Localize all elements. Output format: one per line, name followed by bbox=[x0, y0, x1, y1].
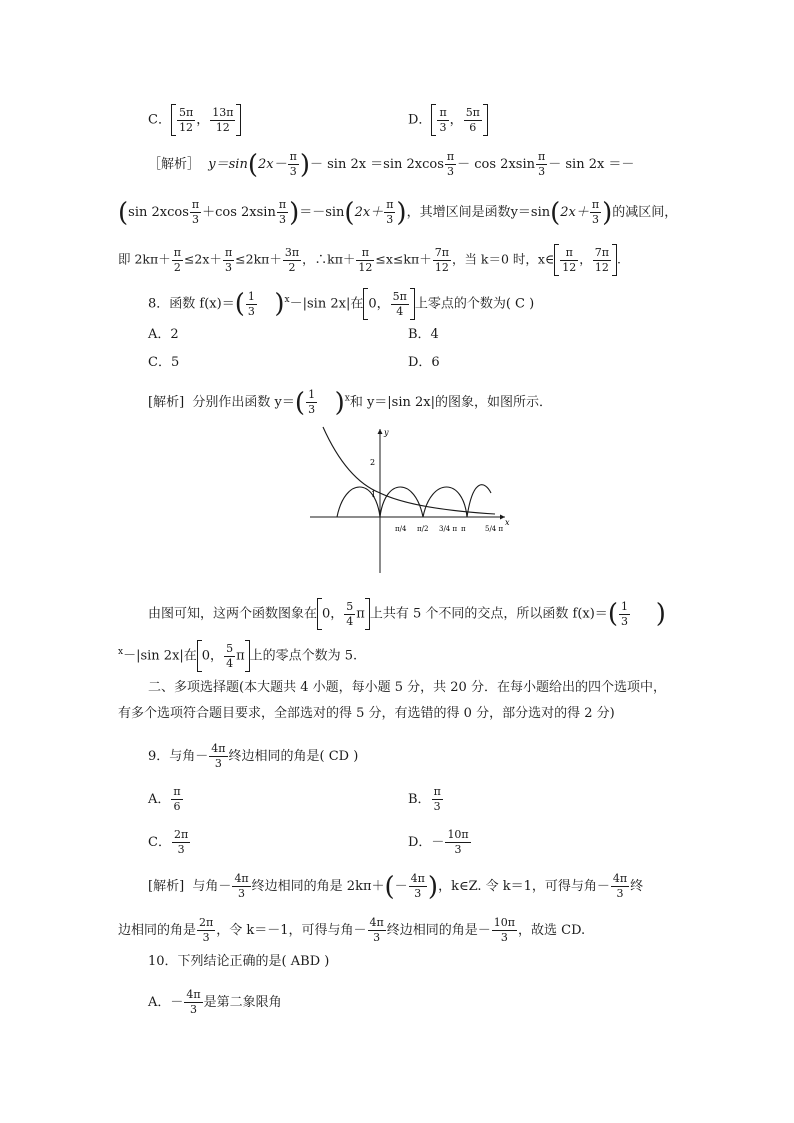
text: ，故选 CD. bbox=[518, 923, 586, 938]
y-axis-label: y bbox=[384, 428, 389, 437]
fraction bbox=[190, 198, 201, 227]
numerator: 2π bbox=[199, 916, 214, 929]
q7-analysis-line-2 bbox=[118, 198, 677, 227]
fraction bbox=[611, 872, 629, 901]
denominator: 3 bbox=[592, 213, 599, 226]
numerator: 4π bbox=[369, 916, 384, 929]
option-label: D． bbox=[408, 112, 432, 128]
denominator: 3 bbox=[454, 843, 462, 856]
text: 终边相同的角是－ bbox=[386, 923, 491, 938]
numerator: 4π bbox=[612, 872, 628, 885]
text: ，令 k＝－1，可得与角－ bbox=[216, 923, 367, 938]
text: 上共有 5 个不同的交点，所以函数 f(x)＝ bbox=[369, 606, 608, 622]
text: 0， bbox=[368, 296, 390, 312]
y-tick-1: 1 bbox=[371, 490, 377, 499]
fraction bbox=[283, 246, 301, 275]
q8-option-d: D．6 bbox=[408, 355, 440, 370]
text: 即 2kπ＋ bbox=[118, 251, 171, 267]
denominator: 3 bbox=[538, 165, 546, 178]
paren: ( bbox=[607, 599, 618, 629]
paren: ( bbox=[118, 197, 129, 228]
text: 9．与角－ bbox=[148, 749, 209, 764]
text: ≤2x＋ bbox=[183, 251, 222, 267]
fraction bbox=[368, 916, 386, 945]
x-tick-label: π/4 bbox=[395, 525, 407, 533]
numerator: π bbox=[289, 150, 297, 163]
numerator: 13π bbox=[212, 105, 234, 119]
fraction bbox=[464, 106, 482, 135]
paren: ( bbox=[234, 289, 245, 319]
text: 由图可知，这两个函数图象在 bbox=[148, 606, 318, 622]
denominator: 12 bbox=[562, 260, 577, 274]
denominator: 3 bbox=[414, 887, 422, 900]
q7-analysis-line-3: 即 2kπ＋ $\frac{\pi}{2}$ ≤2x＋ $\frac{\pi}{3}$ ≤2kπ＋ $\frac{3\pi}{2}$ ，∴kπ＋ $\frac{\pi}{12}$ ≤x≤kπ＋ $\frac{7\pi}{12}$ ，当 k＝0 时，x∈ $\frac{\pi}{12}$ ， $\frac{7\pi}{12}$ . bbox=[118, 244, 621, 276]
analysis-tag: [解析] bbox=[148, 395, 185, 410]
q9-stem bbox=[148, 742, 358, 771]
paren: ) bbox=[655, 599, 666, 629]
fraction bbox=[437, 106, 448, 135]
text: 是第二象限角 bbox=[203, 995, 282, 1010]
denominator: 4 bbox=[396, 304, 404, 318]
q7-option-c: C． $\frac{5\pi}{12}$ ， $\frac{13\pi}{12}$ bbox=[148, 104, 241, 136]
left-bracket bbox=[554, 244, 559, 276]
text: ，其增区间是函数y＝sin bbox=[406, 205, 551, 220]
option-label: A． bbox=[148, 792, 171, 807]
pi-symbol: π bbox=[399, 289, 407, 303]
fraction bbox=[593, 246, 611, 275]
denominator: 2 bbox=[288, 260, 296, 274]
text: 0， bbox=[322, 606, 344, 622]
denominator: 3 bbox=[177, 843, 185, 856]
numerator: π bbox=[446, 150, 455, 163]
numerator: 10π bbox=[493, 916, 516, 929]
text: － sin 2x ＝－ bbox=[548, 157, 635, 172]
x-axis-label: x bbox=[505, 518, 510, 527]
paren: ) bbox=[602, 197, 613, 228]
q10-stem: 10．下列结论正确的是( ABD ) bbox=[148, 954, 330, 969]
denominator: 3 bbox=[308, 403, 316, 416]
numerator: 5 bbox=[392, 289, 400, 303]
x-tick-label: π bbox=[461, 525, 466, 533]
q9-analysis-line-2 bbox=[118, 916, 585, 945]
text: ＋cos 2xsin bbox=[202, 205, 276, 220]
q9-analysis-line-1: [解析] 与角－ $\frac{4\pi}{3}$ 终边相同的角是 2kπ＋(－ $\frac{4\pi}{3}$ )，k∈Z. 令 k＝1，可得与角－ $\frac{4\pi}{3}$ 终 bbox=[148, 871, 644, 902]
fraction bbox=[445, 150, 456, 179]
paren: ( bbox=[550, 197, 561, 228]
exponent: x bbox=[118, 647, 124, 658]
denominator: 3 bbox=[386, 213, 394, 226]
text: 0， bbox=[201, 648, 224, 664]
fraction bbox=[433, 246, 451, 275]
fraction bbox=[172, 828, 190, 857]
section-2-heading-line-1: 二、多项选择题(本大题共 4 小题，每小题 5 分，共 20 分．在每小题给出的四个选项中， bbox=[148, 680, 666, 695]
numerator: π bbox=[173, 785, 181, 798]
text: 2x－ bbox=[257, 157, 287, 172]
paren: ( bbox=[294, 387, 306, 418]
fraction bbox=[223, 246, 234, 275]
numerator: 5π bbox=[178, 105, 194, 119]
text: ，k∈Z. 令 k＝1，可得与角－ bbox=[438, 879, 610, 894]
text: 8．函数 f(x)＝ bbox=[148, 296, 235, 312]
q9-option-a bbox=[148, 785, 184, 814]
numerator: 4π bbox=[234, 872, 249, 885]
numerator: π bbox=[173, 245, 181, 259]
denominator: 12 bbox=[434, 260, 449, 274]
exponential-curve bbox=[323, 427, 495, 514]
q7-option-d: D． $\frac{\pi}{3}$ ， $\frac{5\pi}{6}$ bbox=[408, 104, 488, 136]
denominator: 3 bbox=[225, 260, 233, 274]
option-label: C． bbox=[148, 112, 171, 128]
numerator: 7π bbox=[434, 245, 449, 259]
option-label: B． bbox=[408, 792, 431, 807]
exponent: x bbox=[284, 295, 290, 306]
fraction bbox=[391, 290, 409, 319]
numerator: π bbox=[386, 198, 394, 211]
denominator: 4 bbox=[346, 614, 354, 628]
right-bracket bbox=[612, 244, 617, 276]
q9-option-c bbox=[148, 828, 191, 857]
x-ticks bbox=[395, 525, 503, 533]
fraction bbox=[409, 872, 427, 901]
x-tick-label: 5/4 π bbox=[485, 525, 504, 533]
numerator: π bbox=[278, 198, 287, 211]
paren: ( bbox=[247, 149, 258, 180]
text: ＝－sin bbox=[299, 205, 345, 220]
text: 分别作出函数 y＝ bbox=[192, 395, 295, 410]
denominator: 3 bbox=[616, 887, 624, 900]
q8-option-c: C．5 bbox=[148, 355, 180, 370]
fraction bbox=[246, 290, 257, 319]
denominator: 6 bbox=[173, 800, 181, 813]
y-axis-arrow bbox=[378, 429, 383, 434]
numerator: 7π bbox=[594, 245, 609, 259]
paren: ) bbox=[289, 197, 300, 228]
fraction bbox=[277, 198, 288, 227]
text: 的减区间， bbox=[612, 205, 678, 220]
q7-analysis-line-1 bbox=[148, 150, 634, 179]
q8-conclusion-1 bbox=[148, 598, 666, 630]
fraction bbox=[177, 106, 195, 135]
fraction bbox=[536, 150, 547, 179]
paren: ) bbox=[427, 871, 439, 902]
denominator: 12 bbox=[358, 260, 373, 274]
analysis-tag: ［解析］ bbox=[148, 157, 201, 172]
denominator: 3 bbox=[373, 931, 381, 944]
text: 2x＋ bbox=[354, 205, 384, 220]
text: ≤2kπ＋ bbox=[235, 251, 282, 267]
text: ，当 k＝0 时，x∈ bbox=[451, 251, 555, 267]
exponent: x bbox=[344, 393, 350, 404]
denominator: 3 bbox=[202, 931, 210, 944]
numerator: 1 bbox=[620, 599, 628, 613]
pi-symbol: π bbox=[236, 648, 245, 664]
numerator: 4π bbox=[211, 742, 226, 755]
numerator: π bbox=[538, 150, 546, 163]
analysis-tag: [解析] bbox=[148, 879, 185, 894]
fraction bbox=[224, 642, 235, 671]
fraction bbox=[619, 600, 630, 629]
denominator: 3 bbox=[247, 304, 255, 318]
numerator: 1 bbox=[308, 388, 316, 401]
text: 终 bbox=[630, 879, 644, 894]
denominator: 3 bbox=[289, 165, 297, 178]
numerator: 4π bbox=[410, 872, 425, 885]
denominator: 3 bbox=[238, 887, 246, 900]
paren: ( bbox=[344, 197, 355, 228]
fraction bbox=[209, 742, 227, 771]
left-bracket bbox=[171, 104, 176, 136]
text: ， bbox=[579, 251, 592, 267]
denominator: 3 bbox=[620, 614, 628, 628]
text: ≤x≤kπ＋ bbox=[375, 251, 432, 267]
fraction bbox=[384, 198, 395, 227]
numerator: π bbox=[439, 105, 447, 119]
denominator: 3 bbox=[500, 931, 508, 944]
paren: ( bbox=[384, 871, 395, 902]
text: y＝sin bbox=[208, 157, 248, 172]
denominator: 3 bbox=[190, 1003, 197, 1016]
q8-conclusion-2 bbox=[118, 640, 357, 672]
numerator: 5π bbox=[465, 105, 480, 119]
function-graph bbox=[305, 425, 525, 575]
fraction bbox=[210, 106, 235, 135]
text: 上的零点个数为 5. bbox=[249, 648, 358, 664]
text: 终边相同的角是 2kπ＋ bbox=[251, 879, 385, 894]
text: 与角－ bbox=[192, 879, 232, 894]
numerator: 5 bbox=[226, 641, 234, 655]
numerator: 10π bbox=[447, 828, 469, 841]
fraction bbox=[432, 785, 443, 814]
denominator: 3 bbox=[214, 757, 222, 770]
fraction bbox=[171, 785, 182, 814]
numerator: π bbox=[591, 198, 600, 211]
q8-analysis bbox=[148, 388, 552, 417]
option-label: D．－ bbox=[408, 835, 445, 850]
section-2-heading-line-2: 有多个选项符合题目要求，全部选对的得 5 分，有选错的得 0 分，部分选对的得 2 分) bbox=[118, 706, 615, 721]
numerator: π bbox=[433, 785, 441, 798]
fraction bbox=[306, 388, 317, 417]
paren: ) bbox=[396, 197, 407, 228]
numerator: 2π bbox=[173, 828, 189, 841]
denominator: 6 bbox=[469, 120, 477, 134]
fraction bbox=[560, 246, 578, 275]
y-tick-2: 2 bbox=[370, 458, 376, 467]
q9-option-d bbox=[408, 828, 472, 857]
fraction bbox=[445, 828, 470, 857]
paren: ) bbox=[274, 289, 285, 319]
numerator: π bbox=[224, 245, 233, 259]
text: － sin 2x ＝sin 2xcos bbox=[309, 157, 444, 172]
x-tick-label: 3/4 π bbox=[439, 525, 458, 533]
denominator: 3 bbox=[191, 213, 199, 226]
fraction bbox=[197, 916, 215, 945]
denominator: 12 bbox=[594, 260, 609, 274]
right-bracket bbox=[483, 104, 488, 136]
denominator: 3 bbox=[433, 800, 441, 813]
left-bracket bbox=[431, 104, 436, 136]
option-label: C． bbox=[148, 835, 171, 850]
q8-option-a: A．2 bbox=[148, 327, 179, 342]
fraction bbox=[172, 246, 183, 275]
numerator: 1 bbox=[247, 289, 255, 303]
paren: ) bbox=[299, 149, 310, 180]
text: 终边相同的角是( CD ) bbox=[228, 749, 359, 764]
numerator: π bbox=[356, 246, 374, 261]
text: 上零点的个数为( C ) bbox=[414, 296, 535, 312]
text: 和 y＝|sin 2x|的图象，如图所示． bbox=[349, 395, 553, 410]
fraction bbox=[356, 246, 374, 275]
numerator: π bbox=[191, 198, 200, 211]
right-bracket bbox=[236, 104, 241, 136]
denominator: 3 bbox=[439, 120, 447, 134]
text: －|sin 2x|在 bbox=[123, 648, 197, 664]
numerator: 3π bbox=[284, 245, 300, 259]
fraction bbox=[184, 988, 202, 1017]
fraction bbox=[492, 916, 517, 945]
pi-symbol: π bbox=[356, 606, 365, 622]
fraction bbox=[232, 872, 250, 901]
denominator: 12 bbox=[179, 120, 194, 134]
fraction bbox=[288, 150, 299, 179]
text: ，∴kπ＋ bbox=[302, 251, 356, 267]
text: －|sin 2x|在 bbox=[289, 296, 364, 312]
paren: ) bbox=[334, 387, 345, 418]
text: 2x＋ bbox=[560, 205, 589, 220]
numerator: 4π bbox=[186, 988, 201, 1001]
text: － cos 2xsin bbox=[457, 157, 535, 172]
denominator: 3 bbox=[447, 165, 455, 178]
fraction bbox=[344, 600, 355, 629]
q9-option-b bbox=[408, 785, 444, 814]
denominator: 4 bbox=[226, 656, 234, 670]
denominator: 12 bbox=[215, 120, 230, 134]
q10-option-a bbox=[148, 988, 282, 1017]
numerator: π bbox=[560, 246, 578, 261]
q8-stem bbox=[148, 288, 534, 320]
text: 边相同的角是 bbox=[118, 923, 197, 938]
text: sin 2xcos bbox=[128, 205, 189, 220]
option-label: A．－ bbox=[148, 995, 184, 1010]
x-tick-label: π/2 bbox=[417, 525, 429, 533]
fraction bbox=[590, 198, 601, 227]
q8-option-b: B．4 bbox=[408, 327, 439, 342]
denominator: 3 bbox=[278, 213, 286, 226]
numerator: 5 bbox=[346, 599, 354, 613]
denominator: 2 bbox=[173, 260, 181, 274]
